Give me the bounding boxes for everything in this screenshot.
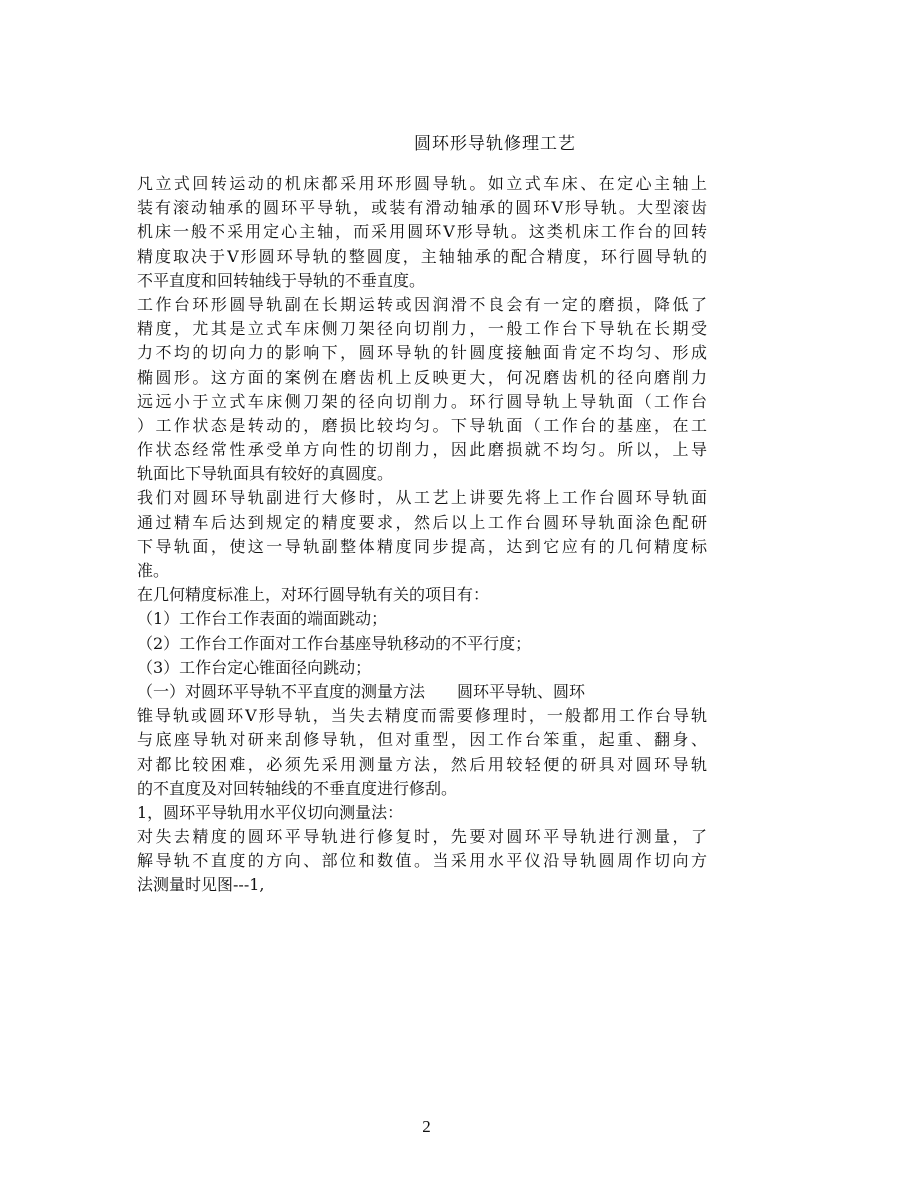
text-line: 机床一般不采用定心主轴，而采用圆环V形导轨。这类机床工作台的回转 bbox=[137, 222, 707, 242]
text-line: 在几何精度标准上，对环行圆导轨有关的项目有： bbox=[137, 585, 490, 605]
text-line: 我们对圆环导轨副进行大修时，从工艺上讲要先将上工作台圆环导轨面 bbox=[137, 488, 707, 508]
text-line: 凡立式回转运动的机床都采用环形圆导轨。如立式车床、在定心主轴上 bbox=[137, 174, 707, 193]
section-heading: （一）对圆环平导轨不平直度的测量方法 圆环平导轨、圆环 bbox=[137, 681, 586, 701]
list-item: （2）工作台工作面对工作台基座导轨移动的不平行度； bbox=[137, 633, 532, 653]
document-body bbox=[137, 172, 707, 898]
text-line: 不平直度和回转轴线于导轨的不垂直度。 bbox=[137, 270, 426, 290]
text-line: 精度，尤其是立式车床侧刀架径向切削力，一般工作台下导轨在长期受 bbox=[137, 319, 707, 339]
text-line: 法测量时见图---1, bbox=[137, 875, 265, 895]
text-line: ）工作状态是转动的，磨损比较均匀。下导轨面（工作台的基座，在工 bbox=[137, 415, 707, 435]
text-line: 远远小于立式车床侧刀架的径向切削力。环行圆导轨上导轨面（工作台 bbox=[137, 391, 707, 411]
text-line: 与底座导轨对研来刮修导轨，但对重型，因工作台笨重，起重、翻身、 bbox=[137, 730, 707, 750]
subsection-heading: 1，圆环平导轨用水平仪切向测量法： bbox=[137, 802, 404, 822]
text-line: 对都比较困难，必须先采用测量方法，然后用较轻便的研具对圆环导轨 bbox=[137, 754, 707, 774]
text-line: 装有滚动轴承的圆环平导轨，或装有滑动轴承的圆环V形导轨。大型滚齿 bbox=[137, 198, 707, 218]
text-line: 通过精车后达到规定的精度要求，然后以上工作台圆环导轨面涂色配研 bbox=[137, 512, 707, 532]
text-line: 下导轨面，使这一导轨副整体精度同步提高，达到它应有的几何精度标 bbox=[137, 536, 707, 556]
text-line: 对失去精度的圆环平导轨进行修复时，先要对圆环平导轨进行测量，了 bbox=[137, 827, 707, 847]
text-line: 准。 bbox=[137, 561, 170, 580]
text-line: 力不均的切向力的影响下，圆环导轨的针圆度接触面肯定不均匀、形成 bbox=[137, 343, 707, 363]
text-line: 轨面比下导轨面具有较好的真圆度。 bbox=[137, 464, 394, 484]
text-line: 工作台环形圆导轨副在长期运转或因润滑不良会有一定的磨损，降低了 bbox=[137, 294, 707, 314]
text-line: 的不直度及对回转轴线的不垂直度进行修刮。 bbox=[137, 778, 458, 798]
text-line: 精度取决于V形圆环导轨的整圆度，主轴轴承的配合精度，环行圆导轨的 bbox=[137, 246, 707, 266]
text-line: 作状态经常性承受单方向性的切削力，因此磨损就不均匀。所以，上导 bbox=[137, 440, 707, 460]
text-line: 椭圆形。这方面的案例在磨齿机上反映更大，何况磨齿机的径向磨削力 bbox=[137, 367, 707, 387]
page-number: 2 bbox=[422, 1117, 431, 1136]
list-item: （3）工作台定心锥面径向跳动； bbox=[137, 657, 372, 677]
list-item: （1）工作台工作表面的端面跳动； bbox=[137, 609, 388, 629]
document-title: 圆环形导轨修理工艺 bbox=[414, 134, 576, 154]
text-line: 解导轨不直度的方向、部位和数值。当采用水平仪沿导轨圆周作切向方 bbox=[137, 851, 707, 871]
text-line: 锥导轨或圆环V形导轨，当失去精度而需要修理时，一般都用工作台导轨 bbox=[137, 706, 707, 726]
